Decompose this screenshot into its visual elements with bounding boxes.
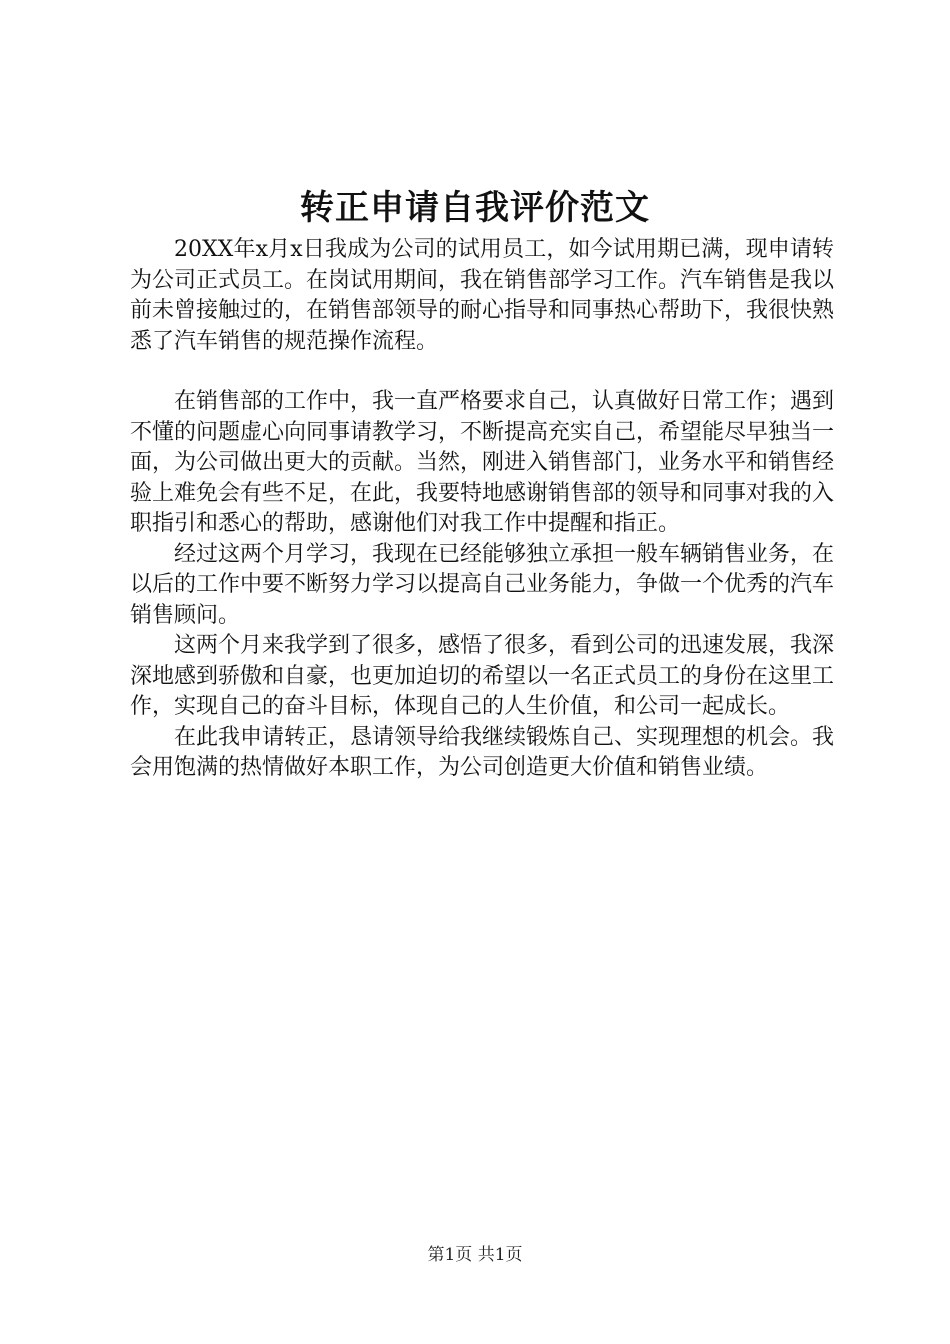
paragraph-4: 这两个月来我学到了很多，感悟了很多，看到公司的迅速发展，我深深地感到骄傲和自豪，也更加迫切的希望以一名正式员工的身份在这里工作，实现自己的奋斗目标，体现自己的人生价值，和公司一起成长。: [130, 633, 835, 719]
paragraph-2: 在销售部的工作中，我一直严格要求自己，认真做好日常工作；遇到不懂的问题虚心向同事请教学习，不断提高充实自己，希望能尽早独当一面，为公司做出更大的贡献。当然，刚进入销售部门，业务水平和销售经验上难免会有些不足，在此，我要特地感谢销售部的领导和同事对我的入职指引和悉心的帮助，感谢他们对我工作中提醒和指正。: [130, 389, 835, 536]
paragraph-1: 20XX年x月x日我成为公司的试用员工，如今试用期已满，现申请转为公司正式员工。在岗试用期间，我在销售部学习工作。汽车销售是我以前未曾接触过的，在销售部领导的耐心指导和同事热心帮助下，我很快熟悉了汽车销售的规范操作流程。: [130, 237, 835, 354]
document-body: [130, 235, 834, 784]
page-number-footer: 第1页 共1页: [427, 1245, 523, 1265]
document-title: 转正申请自我评价范文: [300, 188, 650, 228]
paragraph-3: 经过这两个月学习，我现在已经能够独立承担一般车辆销售业务，在以后的工作中要不断努力学习以提高自己业务能力，争做一个优秀的汽车销售顾问。: [130, 541, 835, 628]
paragraph-5: 在此我申请转正，恳请领导给我继续锻炼自己、实现理想的机会。我会用饱满的热情做好本职工作，为公司创造更大价值和销售业绩。: [130, 724, 835, 780]
